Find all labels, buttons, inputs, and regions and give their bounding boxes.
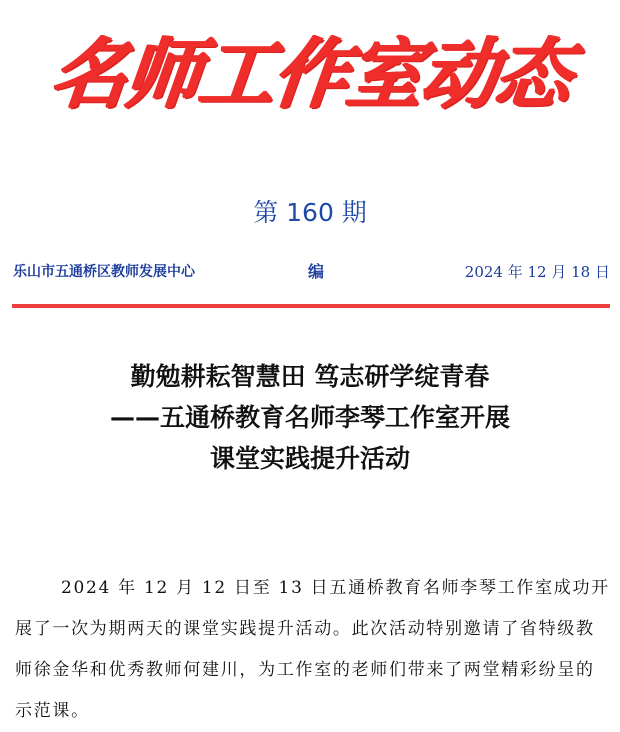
- publication-date: 2024 年 12 月 18 日: [464, 263, 610, 281]
- article-paragraph-1: 2024 年 12 月 12 日至 13 日五通桥教育名师李琴工作室成功开展了一次为期两天的课堂实践提升活动。此次活动特别邀请了省特级教师徐金华和优秀教师何建川，为工作室的老师们带来了两堂精彩纷呈的示范课。: [15, 578, 610, 721]
- publisher-name: 乐山市五通桥区教师发展中心: [13, 264, 195, 280]
- headline-line-2: ——五通桥教育名师李琴工作室开展: [109, 403, 510, 432]
- publication-meta-row: [13, 261, 610, 285]
- headline-line-1: 勤勉耕耘智慧田 笃志研学绽青春: [130, 362, 490, 391]
- masthead-title: 名师工作室动态: [46, 29, 574, 118]
- editor-mark: 编: [308, 262, 325, 281]
- article-headline: [0, 356, 620, 479]
- article-body: [15, 568, 610, 732]
- headline-line-3: 课堂实践提升活动: [209, 444, 410, 473]
- header-divider-rule: [12, 304, 610, 308]
- issue-number: 第 160 期: [253, 198, 367, 227]
